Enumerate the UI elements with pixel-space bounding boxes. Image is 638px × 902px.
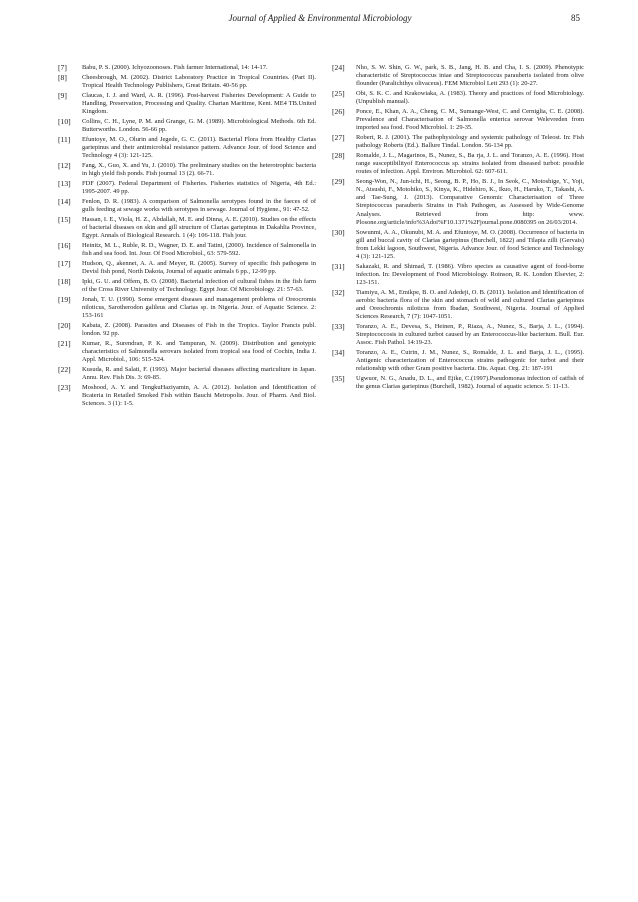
reference-text: Sakazaki, R. and Shimad, T. (1986). Vibro species as causative agent of food-borne infection. In: Development of Food Microbiology. Roinson, R. K. London Elsevier, 2: 123-151.: [356, 262, 584, 286]
reference-number: [30]: [332, 227, 345, 237]
reference-entry: [58, 180, 316, 196]
reference-number: [34]: [332, 348, 345, 358]
reference-number: [24]: [332, 63, 345, 72]
reference-text: Romalde, J. L., Magarinos, B., Nunez, S., Ba rja, J. L. and Toranzo, A. E. (1996). Host range susceptibilityof Enterococcus sp. strains isolated from diseased turbot: possible routes of infection. Appl. Environ. Microbiol. 62: 607-611.: [356, 152, 584, 176]
reference-text: Cheesbrough, M. (2002). District Laboratory Practice in Tropical Countries. (Part II). Tropical Health Technology Publishers, Great Britain. 40-56 pp.: [82, 73, 316, 89]
reference-entry: [332, 375, 584, 391]
reference-number: [13]: [58, 179, 71, 188]
journal-title: Journal of Applied & Environmental Microbiology: [228, 13, 412, 23]
reference-text: Fenlon, D. R. (1983). A comparison of Salmonella serotypes found in the faeces of of gulls feeding at sewage works with serotypes in sewage. Journal of Hygiene., 91: 47-52.: [82, 197, 316, 214]
reference-text: Ugwuor, N. G., Anadu, D. L., and Ejike, C.(1997).Pseudomonas infection of catfish of the genus Clarias gariepinus (Burchell, 1982). Journal of aquatic science. 5: 11-13.: [356, 375, 584, 391]
reference-entry: [332, 323, 584, 347]
reference-number: [16]: [58, 241, 71, 251]
reference-entry: [58, 242, 316, 258]
reference-entry: [332, 152, 584, 176]
reference-number: [35]: [332, 374, 345, 384]
reference-text: Kusuda, R. and Salati, F. (1993). Major bacterial diseases affecting mariculture in Japan. Annu. Rev. Fish Dis. 3: 69-85.: [82, 366, 316, 382]
reference-entry: [58, 136, 316, 160]
reference-entry: [58, 92, 316, 116]
reference-number: [26]: [332, 107, 345, 117]
reference-text: Ipki, G. U. and Offem, B. O. (2008). Bacterial infection of cultural fishes in the fish farm of the Cross River University of Technology. Egypt Jour. Of Microbiology. 21: 57-63.: [82, 278, 316, 294]
reference-number: [15]: [58, 214, 71, 224]
reference-number: [12]: [58, 161, 71, 171]
reference-text: Nho, S. W. Shin, G. W., park, S. B., Jang, H. B. and Cha, I. S. (2009). Phenotypic characteristic of Streptococcus iniae and Streptococcus parauberis isolated from olive flounder (Paralichthys olivaceus). FEM Microbiol Lett 293 (1): 20-27.: [356, 64, 584, 88]
reference-entry: [332, 64, 584, 88]
reference-number: [29]: [332, 177, 345, 187]
reference-entry: [58, 366, 316, 382]
reference-text: Toranzo, A. E., Devesa, S., Heinen, P., Riaza, A., Nunez, S., Barja, J. L., (1994). Streptococcosis in cultured turbot caused by an Enterococcus-like bacterium. Bull. Eur. Assoc. Fish Pathol. 14:19-23.: [356, 322, 584, 347]
reference-entry: [332, 289, 584, 321]
reference-text: Babu, P. S. (2000). Ichyozoonoses. Fish farmer International, 14: 14-17.: [82, 64, 268, 71]
reference-text: Moshood, A. Y. and TengkuHaziyamin, A. A. (2012). Isolation and Identification of Bcateria in Retailed Smoked Fish within Bauchi Metropolis. Jour. of Pharm. And Biol. Sciences. 3 (1): 1-5.: [82, 384, 316, 408]
reference-number: [27]: [332, 133, 345, 143]
reference-entry: [58, 260, 316, 276]
reference-text: Hassan, I. E., Viola, H. Z., Abdallah, M. E. and Dinna, A. E. (2010). Studies on the effects of bacterial diseases on skin and gill structure of Clarias gariepinus in Dakahlia Province, Egypt. Annals of Biological Research. 1 (4): 106-118. Fish jour.: [82, 215, 316, 240]
reference-entry: [332, 90, 584, 106]
reference-number: [32]: [332, 287, 345, 297]
reference-number: [7]: [58, 63, 67, 72]
reference-text: Seong-Won, N., Jun-ichi, H., Seong, B. P., Ho, B. J., In Seok, C., Motoshige, Y., Yoji, N., Atsushi, F., Motohiko, S., Kinya, K., Hidehiro, K., Ikuo, H., Haruko, T., Takashi, A. and Tae-Sung, J. (2013). Comparative Genomic Characterisation of Three Streptococcus parauberis Strains in Fish Pathogen, as Assessed by Wide-Genome Analyses. Retrieved from http: www. Plosone.org/article/info%3Adoi%F10.1371%2Fjournal.pone.0080395 on 26/03/2014.: [356, 178, 584, 226]
reference-entry: [332, 178, 584, 227]
reference-number: [17]: [58, 259, 71, 269]
reference-text: Kumar, R., Surendran, P. K. and Tampuran, N. (2009). Distribution and genotypic characteristics of Salmonella serovars isolated from tropical sea food of Cochin, India J. Appl. Microbiol., 106: 515-524.: [82, 340, 316, 364]
reference-text: Jonah, T. U. (1990). Some emergent diseases and management problems of Oreocromis niloticus, Sarotherodon galileus and Clarias sp. in Nigeria. Jour. of Aquatic Science. 2: 153-161: [82, 296, 316, 320]
reference-entry: [58, 296, 316, 320]
reference-number: [9]: [58, 90, 67, 100]
reference-text: Heinitz, M. L., Ruble, R. D., Wagner, D. E. and Tatini, (2000). Incidence of Salmonella in fish and sea food. Int. Jour. Of Food Microbiol., 63: 579-592.: [82, 242, 316, 258]
reference-number: [28]: [332, 151, 345, 161]
references-left-column: [58, 64, 316, 410]
reference-number: [33]: [332, 321, 345, 331]
reference-number: [10]: [58, 116, 71, 126]
reference-number: [8]: [58, 72, 67, 82]
reference-number: [22]: [58, 365, 71, 375]
reference-number: [19]: [58, 295, 71, 304]
reference-text: Sowunmi, A. A., Okunubi, M. A. and Efuntoye, M. O. (2008). Occurrence of bacteria in gill and buccal cavity of Clarias gariepinus (Burchell, 1822) and Tilapia zilli (Gervais) from Lekki lagoon, Southwest, Nigeria. Advance Jour. of food Science and Technology 4 (3): 121-125.: [356, 228, 584, 260]
reference-number: [20]: [58, 321, 71, 331]
reference-text: Fang, X., Guo, X. and Yu, J. (2010). The preliminary studies on the heterotrophic bacteria in high yield fish ponds. Fish journal 13 (2). 66-71.: [82, 162, 316, 178]
reference-text: Robert, R. J. (2001). The pathophysiology and systemic pathology of Teleost. In: Fish pathology Roberts (Ed.). Ballure Tindal. London. 56-134 pp.: [356, 134, 584, 150]
reference-entry: [58, 340, 316, 364]
references-right-column: [332, 64, 584, 393]
reference-number: [21]: [58, 339, 71, 349]
reference-number: [14]: [58, 196, 71, 206]
reference-text: Ponce, E., Khan, A. A., Cheng, C. M., Sumange-West, C. and Cerniglia, C. E. (2008). Prevalence and Characterisation of Salmonella enterica serovar Welevreden from imported sea food. Food Microbiol. 1: 29-35.: [356, 108, 584, 132]
reference-entry: [58, 162, 316, 178]
reference-entry: [58, 198, 316, 214]
reference-entry: [58, 278, 316, 294]
reference-entry: [58, 64, 316, 72]
reference-text: Hudson, Q., akennet, A. A. and Meyer, R. (2005). Survey of specific fish pathogens in Devisl fish pond, North Dakota, Journal of aquatic animals 6 pp., 12-99 pp.: [82, 260, 316, 276]
reference-text: Toranzo, A. E., Cutrin, J. M., Nunez, S., Romalde, J. L. and Barja, J. L., (1995). Antigenic characterization of Enterococcus strains pathogenic for turbot and their relationship with other Gram positive bacteria. Dis. Aquat. Org. 21: 187-191: [356, 349, 584, 373]
reference-entry: [332, 229, 584, 261]
reference-number: [31]: [332, 261, 345, 271]
reference-number: [18]: [58, 277, 71, 287]
reference-text: Kabata, Z. (2008). Parasites and Diseases of Fish in the Tropics. Taylor Francis publ. london. 92 pp.: [82, 322, 316, 338]
page-header: [60, 10, 580, 26]
reference-number: [25]: [332, 89, 345, 99]
reference-text: Tiamiyu, A. M., Emikpe, B. O. and Adedeji, O. B. (2011). Isolation and Identification of aerobic bacteria flora of the skin and stomach of wild and cultured Clarias gariepinus and Oreochromis niloticus from Ibadan, Southwest, Nigeria. Journal of Applied Sciences Research, 7 (7): 1047-1051.: [356, 288, 584, 321]
reference-text: Claucas, I. J. and Ward, A. R. (1996). Post-harvest Fisheries Development: A Guide to Handling, Preservation, Processing and Quality. Chartan Maritime, Kent. ME4 TB.United Kingdom.: [82, 91, 316, 116]
reference-entry: [332, 108, 584, 132]
page-number: 85: [571, 13, 580, 23]
reference-entry: [332, 349, 584, 373]
reference-entry: [58, 118, 316, 134]
reference-number: [11]: [58, 134, 71, 144]
reference-entry: [58, 216, 316, 240]
reference-text: Obi, S. K. C. and Krakowiaka, A. (1983). Theory and practices of food Microbiology. (Unpublish manual).: [356, 90, 584, 106]
reference-entry: [58, 74, 316, 90]
reference-entry: [332, 263, 584, 287]
reference-number: [23]: [58, 383, 71, 393]
reference-entry: [332, 134, 584, 150]
reference-text: FDF (2007). Federal Department of Fisheries. Fisheries statistics of Nigeria, 4th Ed.: 1995-2007. 49 pp.: [82, 180, 316, 196]
reference-text: Collins, C. H., Lyne, P. M. and Grange, G. M. (1989). Microbiological Methods. 6th Ed. Butterworths. London. 56-66 pp.: [82, 117, 316, 134]
reference-entry: [58, 322, 316, 338]
reference-entry: [58, 384, 316, 408]
reference-text: Efuntoye, M. O., Olurin and Jegede, G. C. (2011). Bacterial Flora from Healthy Clarias gariepinus and their antimicrobial resistance pattern. Advance Jour. of food Science and Technology 4 (3): 121-125.: [82, 135, 316, 160]
